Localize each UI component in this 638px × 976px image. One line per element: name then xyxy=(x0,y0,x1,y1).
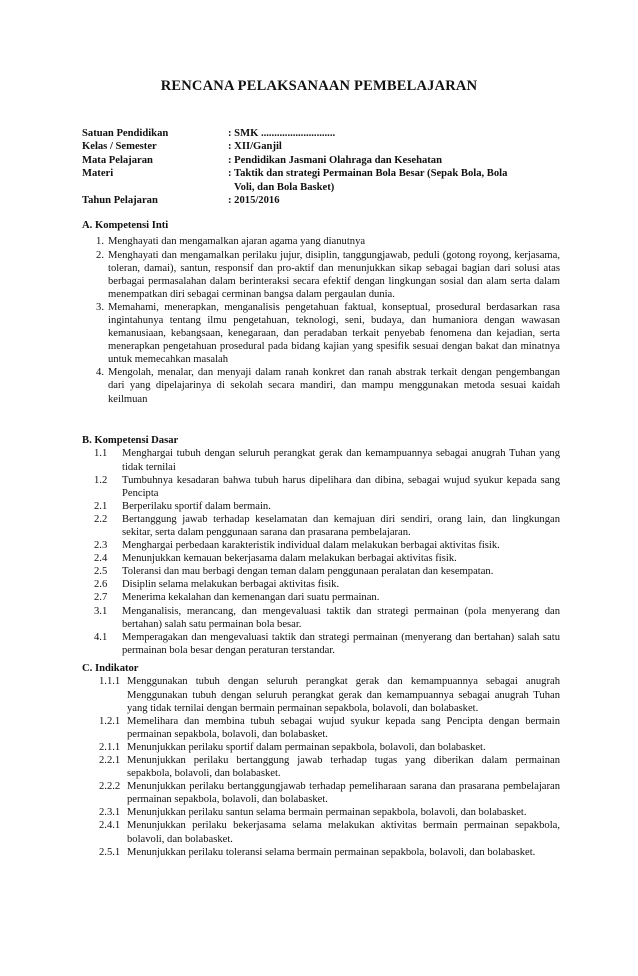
item-number: 2.6 xyxy=(94,579,108,591)
item-text: Menunjukkan kemauan bekerjasama dalam melakukan berbagai aktivitas fisik. xyxy=(122,553,457,565)
list-item xyxy=(82,447,560,473)
section-indikator xyxy=(82,662,560,859)
item-number: 2.1 xyxy=(94,500,108,512)
meta-value-multiline xyxy=(228,167,562,194)
item-text: Menunjukkan perilaku bekerjasama selama melakukan aktivitas bermain permainan sepakbola, bolavoli, dan bolabasket. xyxy=(127,820,560,845)
meta-label: Tahun Pelajaran xyxy=(82,195,158,207)
item-number: 3. xyxy=(96,301,104,313)
meta-value-continuation: Voli, dan Bola Basket) xyxy=(234,181,335,193)
item-text: Memahami, menerapkan, menganalisis pengetahuan faktual, konseptual, prosedural berdasarkan rasa ingintahunya tentang ilmu pengetahuan, teknologi, seni, budaya, dan humaniora dengan wawasan kemanusiaan, kebangsaan, kenegaraan, dan peradaban terkait penyebab fenomena dan kejadian, serta menerapkan pengetahuan prosedural pada bidang kajian yang spesifik sesuai dengan bakat dan minatnya untuk memecahkan masalah xyxy=(108,301,560,366)
item-text: Memelihara dan membina tubuh sebagai wujud syukur kepada sang Pencipta dengan bermain permainan sepakbola, bolavoli, dan bolabasket. xyxy=(127,715,560,740)
item-text: Menghayati dan mengamalkan perilaku jujur, disiplin, tanggungjawab, peduli (gotong royong, kerjasama, toleran, damai), santun, responsif dan pro-aktif dan menunjukkan sikap sebagai bagian dari solusi atas berbagai permasalahan dalam berinteraksi secara efektif dengan lingkungan sosial dan alam serta dalam menempatkan diri sebagai cerminan bangsa dalam pergaulan dunia. xyxy=(108,249,560,300)
meta-row-satuan xyxy=(82,127,562,140)
item-number: 1.1.1 xyxy=(99,676,121,688)
meta-row-tahun xyxy=(82,194,562,207)
list-item xyxy=(82,780,560,806)
item-text: Tumbuhnya kesadaran bahwa tubuh harus dipelihara dan dibina, sebagai wujud syukur kepada sang Pencipta xyxy=(122,474,560,499)
meta-label: Kelas / Semester xyxy=(82,141,157,153)
item-number: 2.4 xyxy=(94,553,108,565)
item-number: 1. xyxy=(96,236,104,248)
meta-row-kelas xyxy=(82,140,562,153)
item-text: Menghargai perbedaan karakteristik individual dalam melakukan berbagai aktivitas fisik. xyxy=(122,540,500,552)
item-text: Menghargai tubuh dengan seluruh perangkat gerak dan kemampuannya sebagai anugrah Tuhan yang tidak ternilai xyxy=(122,448,560,473)
item-text: Menunjukkan perilaku toleransi selama bermain permainan sepakbola, bolavoli, dan bolabasket. xyxy=(127,846,536,858)
item-text: Berperilaku sportif dalam bermain. xyxy=(122,500,271,512)
item-text: Menunjukkan perilaku bertanggung jawab terhadap tugas yang diberikan dalam permainan sepakbola, bolavoli, dan bolabasket. xyxy=(127,754,560,780)
item-number: 2.5 xyxy=(94,566,108,578)
item-text: Disiplin selama melakukan berbagai aktivitas fisik. xyxy=(122,579,340,591)
list-item xyxy=(82,578,560,591)
list-item xyxy=(82,513,560,539)
item-number: 4. xyxy=(96,367,104,379)
item-text: Menerima kekalahan dan kemenangan dari suatu permainan. xyxy=(122,592,380,604)
item-number: 2. xyxy=(96,249,104,261)
meta-value: : SMK ............................ xyxy=(228,128,336,139)
item-number: 1.2.1 xyxy=(99,715,121,727)
list-item xyxy=(82,819,560,845)
item-text: Memperagakan dan mengevaluasi taktik dan strategi permainan (menyerang dan bertahan) salah satu permainan bola besar dengan peraturan terstandar. xyxy=(122,631,560,656)
list-item xyxy=(82,500,560,513)
item-number: 4.1 xyxy=(94,631,108,643)
meta-label: Materi xyxy=(82,168,114,180)
section-kompetensi-dasar xyxy=(82,434,560,657)
list-item xyxy=(82,366,560,405)
item-text: Mengolah, menalar, dan menyaji dalam ranah konkret dan ranah abstrak terkait dengan pengembangan dari yang dipelajarinya di sekolah secara mandiri, dan mampu menggunakan metoda sesuai kaidah keilmuan xyxy=(108,367,560,405)
meta-label: Satuan Pendidikan xyxy=(82,128,169,139)
list-item xyxy=(82,806,560,819)
meta-value: : XII/Ganjil xyxy=(228,141,282,153)
list-item xyxy=(82,631,560,657)
list-item xyxy=(82,565,560,578)
list-item xyxy=(82,552,560,565)
meta-value: : 2015/2016 xyxy=(228,195,280,207)
list-item xyxy=(82,741,560,754)
item-text: Menunjukkan perilaku sportif dalam permainan sepakbola, bolavoli, dan bolabasket. xyxy=(127,741,486,753)
identity-table xyxy=(82,127,562,207)
item-text: Menunjukkan perilaku bertanggungjawab terhadap pemeliharaan sarana dan prasarana pembelajaran permainan sepakbola, bolavoli, dan bolabasket. xyxy=(127,781,560,806)
item-number: 2.4.1 xyxy=(99,820,121,832)
item-number: 1.2 xyxy=(94,474,108,486)
item-number: 2.2.2 xyxy=(99,781,121,793)
document-title: RENCANA PELAKSANAAN PEMBELAJARAN xyxy=(160,78,478,94)
item-number: 1.1 xyxy=(94,448,108,460)
section-title: A. Kompetensi Inti xyxy=(82,220,169,231)
item-number: 2.2.1 xyxy=(99,754,121,766)
list-item xyxy=(82,591,560,604)
item-text: Menunjukkan perilaku santun selama bermain permainan sepakbola, bolavoli, dan bolabasket. xyxy=(127,807,527,819)
meta-value: : Pendidikan Jasmani Olahraga dan Kesehatan xyxy=(228,154,442,166)
meta-row-materi xyxy=(82,167,562,194)
list-item xyxy=(82,754,560,780)
item-number: 2.5.1 xyxy=(99,846,121,858)
item-text: Menghayati dan mengamalkan ajaran agama yang dianutnya xyxy=(108,236,366,248)
item-number: 2.7 xyxy=(94,592,108,604)
item-text: Menggunakan tubuh dengan seluruh perangkat gerak dan kemampuannya sebagai anugrah Menggunakan tubuh dengan seluruh perangkat gerak dan kemampuannya sebagai anugrah Tuhan yang tidak ternilai dengan bermain permainan sepakbola, bolavoli, dan bolabasket. xyxy=(127,676,560,714)
item-number: 2.3 xyxy=(94,540,108,552)
item-number: 3.1 xyxy=(94,605,108,617)
meta-value: : Taktik dan strategi Permainan Bola Besar (Sepak Bola, Bola xyxy=(228,168,508,180)
item-text: Bertanggung jawab terhadap keselamatan dan kemajuan diri sendiri, orang lain, dan lingkungan sekitar, serta dalam penggunaan sarana dan prasarana pembelajaran. xyxy=(122,513,560,538)
item-number: 2.1.1 xyxy=(99,741,121,753)
item-number: 2.3.1 xyxy=(99,807,121,819)
item-text: Menganalisis, merancang, dan mengevaluasi taktik dan strategi permainan (pola menyerang dan bertahan) salah satu permainan bola besar. xyxy=(122,605,560,630)
section-kompetensi-inti xyxy=(82,219,560,406)
list-item xyxy=(82,249,560,301)
section-title: B. Kompetensi Dasar xyxy=(82,435,179,446)
list-item xyxy=(82,675,560,714)
meta-row-mapel xyxy=(82,154,562,167)
list-item xyxy=(82,715,560,741)
list-item xyxy=(82,235,560,248)
item-number: 2.2 xyxy=(94,513,108,525)
list-item xyxy=(82,605,560,631)
list-item xyxy=(82,474,560,500)
item-text: Toleransi dan mau berbagi dengan teman dalam penggunaan peralatan dan kesempatan. xyxy=(122,566,494,578)
meta-label: Mata Pelajaran xyxy=(82,154,153,166)
list-item xyxy=(82,539,560,552)
section-title: C. Indikator xyxy=(82,663,139,674)
list-item xyxy=(82,846,560,859)
list-item xyxy=(82,301,560,366)
